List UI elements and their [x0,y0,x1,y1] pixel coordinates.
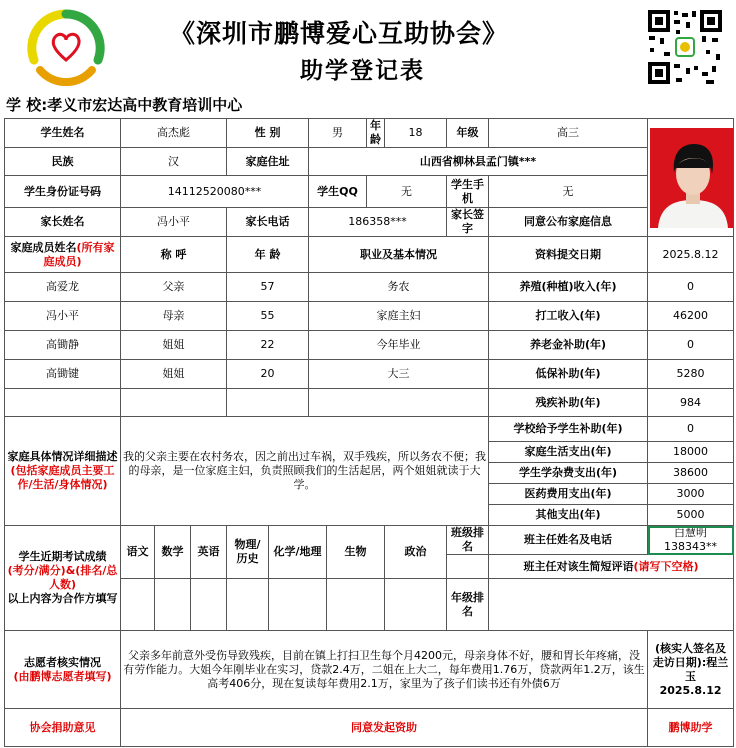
grade-label: 年级 [447,119,489,148]
volunteer-text[interactable]: 父亲多年前意外受伤导致残疾，目前在镇上打扫卫生每个月4200元，母亲身体不好，腰和胃长年疼痛，没有劳作能力。大姐今年刚毕业在实习，贷款2.4万，二姐在上大二，每年费用1.76万，贷款两年1.2万，该生高考406分，现在复读每年费用2.1万，家里为了孩子们读书还有外债6万 [121,631,648,709]
finance-label: 医药费用支出(年) [489,484,648,505]
subject-header: 数学 [155,526,191,579]
verifier-cell [648,631,734,709]
member-relation[interactable]: 姐姐 [121,360,227,389]
finance-label: 打工收入(年) [489,302,648,331]
consent-text: 同意公布家庭信息 [489,208,648,237]
address-value[interactable]: 山西省柳林县孟门镇*** [309,148,648,176]
finance-label: 养老金补助(年) [489,331,648,360]
relation-col-header: 称 呼 [121,237,227,273]
member-relation[interactable]: 母亲 [121,302,227,331]
gender-label: 性 别 [227,119,309,148]
ethnicity-value[interactable]: 汉 [121,148,227,176]
teacher-value[interactable]: 白慧明138343** [648,526,734,555]
donation-opinion[interactable]: 同意发起资助 [121,709,648,747]
finance-value[interactable]: 0 [648,331,734,360]
volunteer-label: 志愿者核实情况 [24,655,101,669]
subject-header: 物理/历史 [227,526,269,579]
school-name: 孝义市宏达高中教育培训中心 [47,96,243,114]
member-name[interactable]: 高锄键 [5,360,121,389]
subject-header: 生物 [327,526,385,579]
member-relation[interactable]: 姐姐 [121,331,227,360]
school-label: 学 校: [6,96,48,114]
member-name-empty[interactable] [5,389,121,417]
exam-label: 学生近期考试成绩 [18,550,107,563]
member-job[interactable]: 务农 [309,273,489,302]
exam-label-tail: 以上内容为合作方填写 [7,592,118,605]
id-value[interactable]: 14112520080*** [121,176,309,208]
teacher-comment-label [489,555,734,579]
parent-name-label: 家长姓名 [5,208,121,237]
finance-value[interactable]: 3000 [648,484,734,505]
verify-date: 2025.8.12 [659,683,722,697]
member-relation-empty[interactable] [121,389,227,417]
member-name[interactable]: 高爱龙 [5,273,121,302]
parent-phone[interactable]: 186358*** [309,208,447,237]
student-photo [650,128,734,228]
page-title: 《深圳市鹏博爱心互助协会》 [170,19,509,48]
parent-name[interactable]: 冯小平 [121,208,227,237]
org-name: 鹏博助学 [648,709,734,747]
member-job[interactable]: 家庭主妇 [309,302,489,331]
heart-logo-icon [26,8,106,86]
members-header-label: 家庭成员姓名 [10,240,77,254]
student-name-label: 学生姓名 [5,119,121,148]
grade-rank-label: 年级排名 [447,579,489,631]
registration-form [4,118,734,747]
submit-date-label: 资料提交日期 [489,237,648,273]
class-rank-label: 班级排名 [447,526,489,555]
finance-label: 学校给予学生补助(年) [489,417,648,442]
finance-value[interactable]: 5000 [648,505,734,526]
finance-label: 学生学杂费支出(年) [489,463,648,484]
parent-sign-label: 家长签字 [447,208,489,237]
donation-opinion-label: 协会捐助意见 [5,709,121,747]
finance-value[interactable]: 38600 [648,463,734,484]
age-value[interactable]: 18 [385,119,447,148]
finance-label: 其他支出(年) [489,505,648,526]
subject-score[interactable] [227,579,269,631]
student-name[interactable]: 高杰彪 [121,119,227,148]
photo-cell [648,119,734,237]
subject-score[interactable] [155,579,191,631]
finance-label: 家庭生活支出(年) [489,442,648,463]
finance-value[interactable]: 0 [648,417,734,442]
subject-score[interactable] [327,579,385,631]
ethnicity-label: 民族 [5,148,121,176]
volunteer-label-note: (由鹏博志愿者填写) [13,669,112,683]
member-age[interactable]: 20 [227,360,309,389]
finance-label: 养殖(种植)收入(年) [489,273,648,302]
age-label: 年龄 [367,119,385,148]
subject-score[interactable] [269,579,327,631]
finance-label: 低保补助(年) [489,360,648,389]
finance-value[interactable]: 46200 [648,302,734,331]
situation-label-note: (包括家庭成员主要工作/生活/身体情况) [10,464,115,491]
members-header [5,237,121,273]
subject-header: 语文 [121,526,155,579]
situation-label: 家庭具体情况详细描述 [7,450,118,463]
subject-header: 英语 [191,526,227,579]
teacher-label: 班主任姓名及电话 [489,526,648,555]
subject-header: 政治 [385,526,447,579]
finance-value[interactable]: 18000 [648,442,734,463]
finance-label: 残疾补助(年) [489,389,648,417]
teacher-comment-text: 班主任对该生简短评语 [523,559,634,573]
age-col-header: 年 龄 [227,237,309,273]
subject-score[interactable] [385,579,447,631]
verifier-text: (核实人签名及走访日期):程兰玉 [652,641,729,683]
member-relation[interactable]: 父亲 [121,273,227,302]
id-label: 学生身份证号码 [5,176,121,208]
phone-value[interactable]: 无 [489,176,648,208]
situation-text[interactable]: 我的父亲主要在农村务农，因之前出过车祸，双手残疾，所以务农不便；我的母亲，是一位家庭主妇，负责照顾我们的生活起居，两个姐姐就读于大学。 [121,417,489,526]
page-subtitle: 助学登记表 [300,57,425,84]
finance-value[interactable]: 984 [648,389,734,417]
members-header-note: (所有家庭成员) [43,240,115,268]
member-job-empty[interactable] [309,389,489,417]
exam-label-cell [5,526,121,631]
qq-label: 学生QQ [309,176,367,208]
finance-value[interactable]: 0 [648,273,734,302]
member-job[interactable]: 大三 [309,360,489,389]
teacher-comment-value[interactable] [489,579,734,631]
member-age[interactable]: 22 [227,331,309,360]
finance-value[interactable]: 5280 [648,360,734,389]
member-age[interactable]: 55 [227,302,309,331]
school-line [6,94,242,115]
page-header [0,0,736,92]
member-job[interactable]: 今年毕业 [309,331,489,360]
subject-score[interactable] [121,579,155,631]
member-name[interactable]: 冯小平 [5,302,121,331]
subject-score[interactable] [191,579,227,631]
member-age[interactable]: 57 [227,273,309,302]
grade-value[interactable]: 高三 [489,119,648,148]
exam-label-note: (考分/满分)&(排名/总人数) [7,564,118,591]
subject-header: 化学/地理 [269,526,327,579]
submit-date-value[interactable]: 2025.8.12 [648,237,734,273]
qr-code-icon [646,8,724,86]
parent-phone-label: 家长电话 [227,208,309,237]
volunteer-label-cell [5,631,121,709]
member-age-empty[interactable] [227,389,309,417]
member-name[interactable]: 高锄静 [5,331,121,360]
phone-label: 学生手机 [447,176,489,208]
class-rank-value[interactable] [447,555,489,579]
address-label: 家庭住址 [227,148,309,176]
situation-label-cell [5,417,121,526]
job-col-header: 职业及基本情况 [309,237,489,273]
teacher-comment-note: (请写下空格) [633,559,699,573]
qq-value[interactable]: 无 [367,176,447,208]
gender-value[interactable]: 男 [309,119,367,148]
